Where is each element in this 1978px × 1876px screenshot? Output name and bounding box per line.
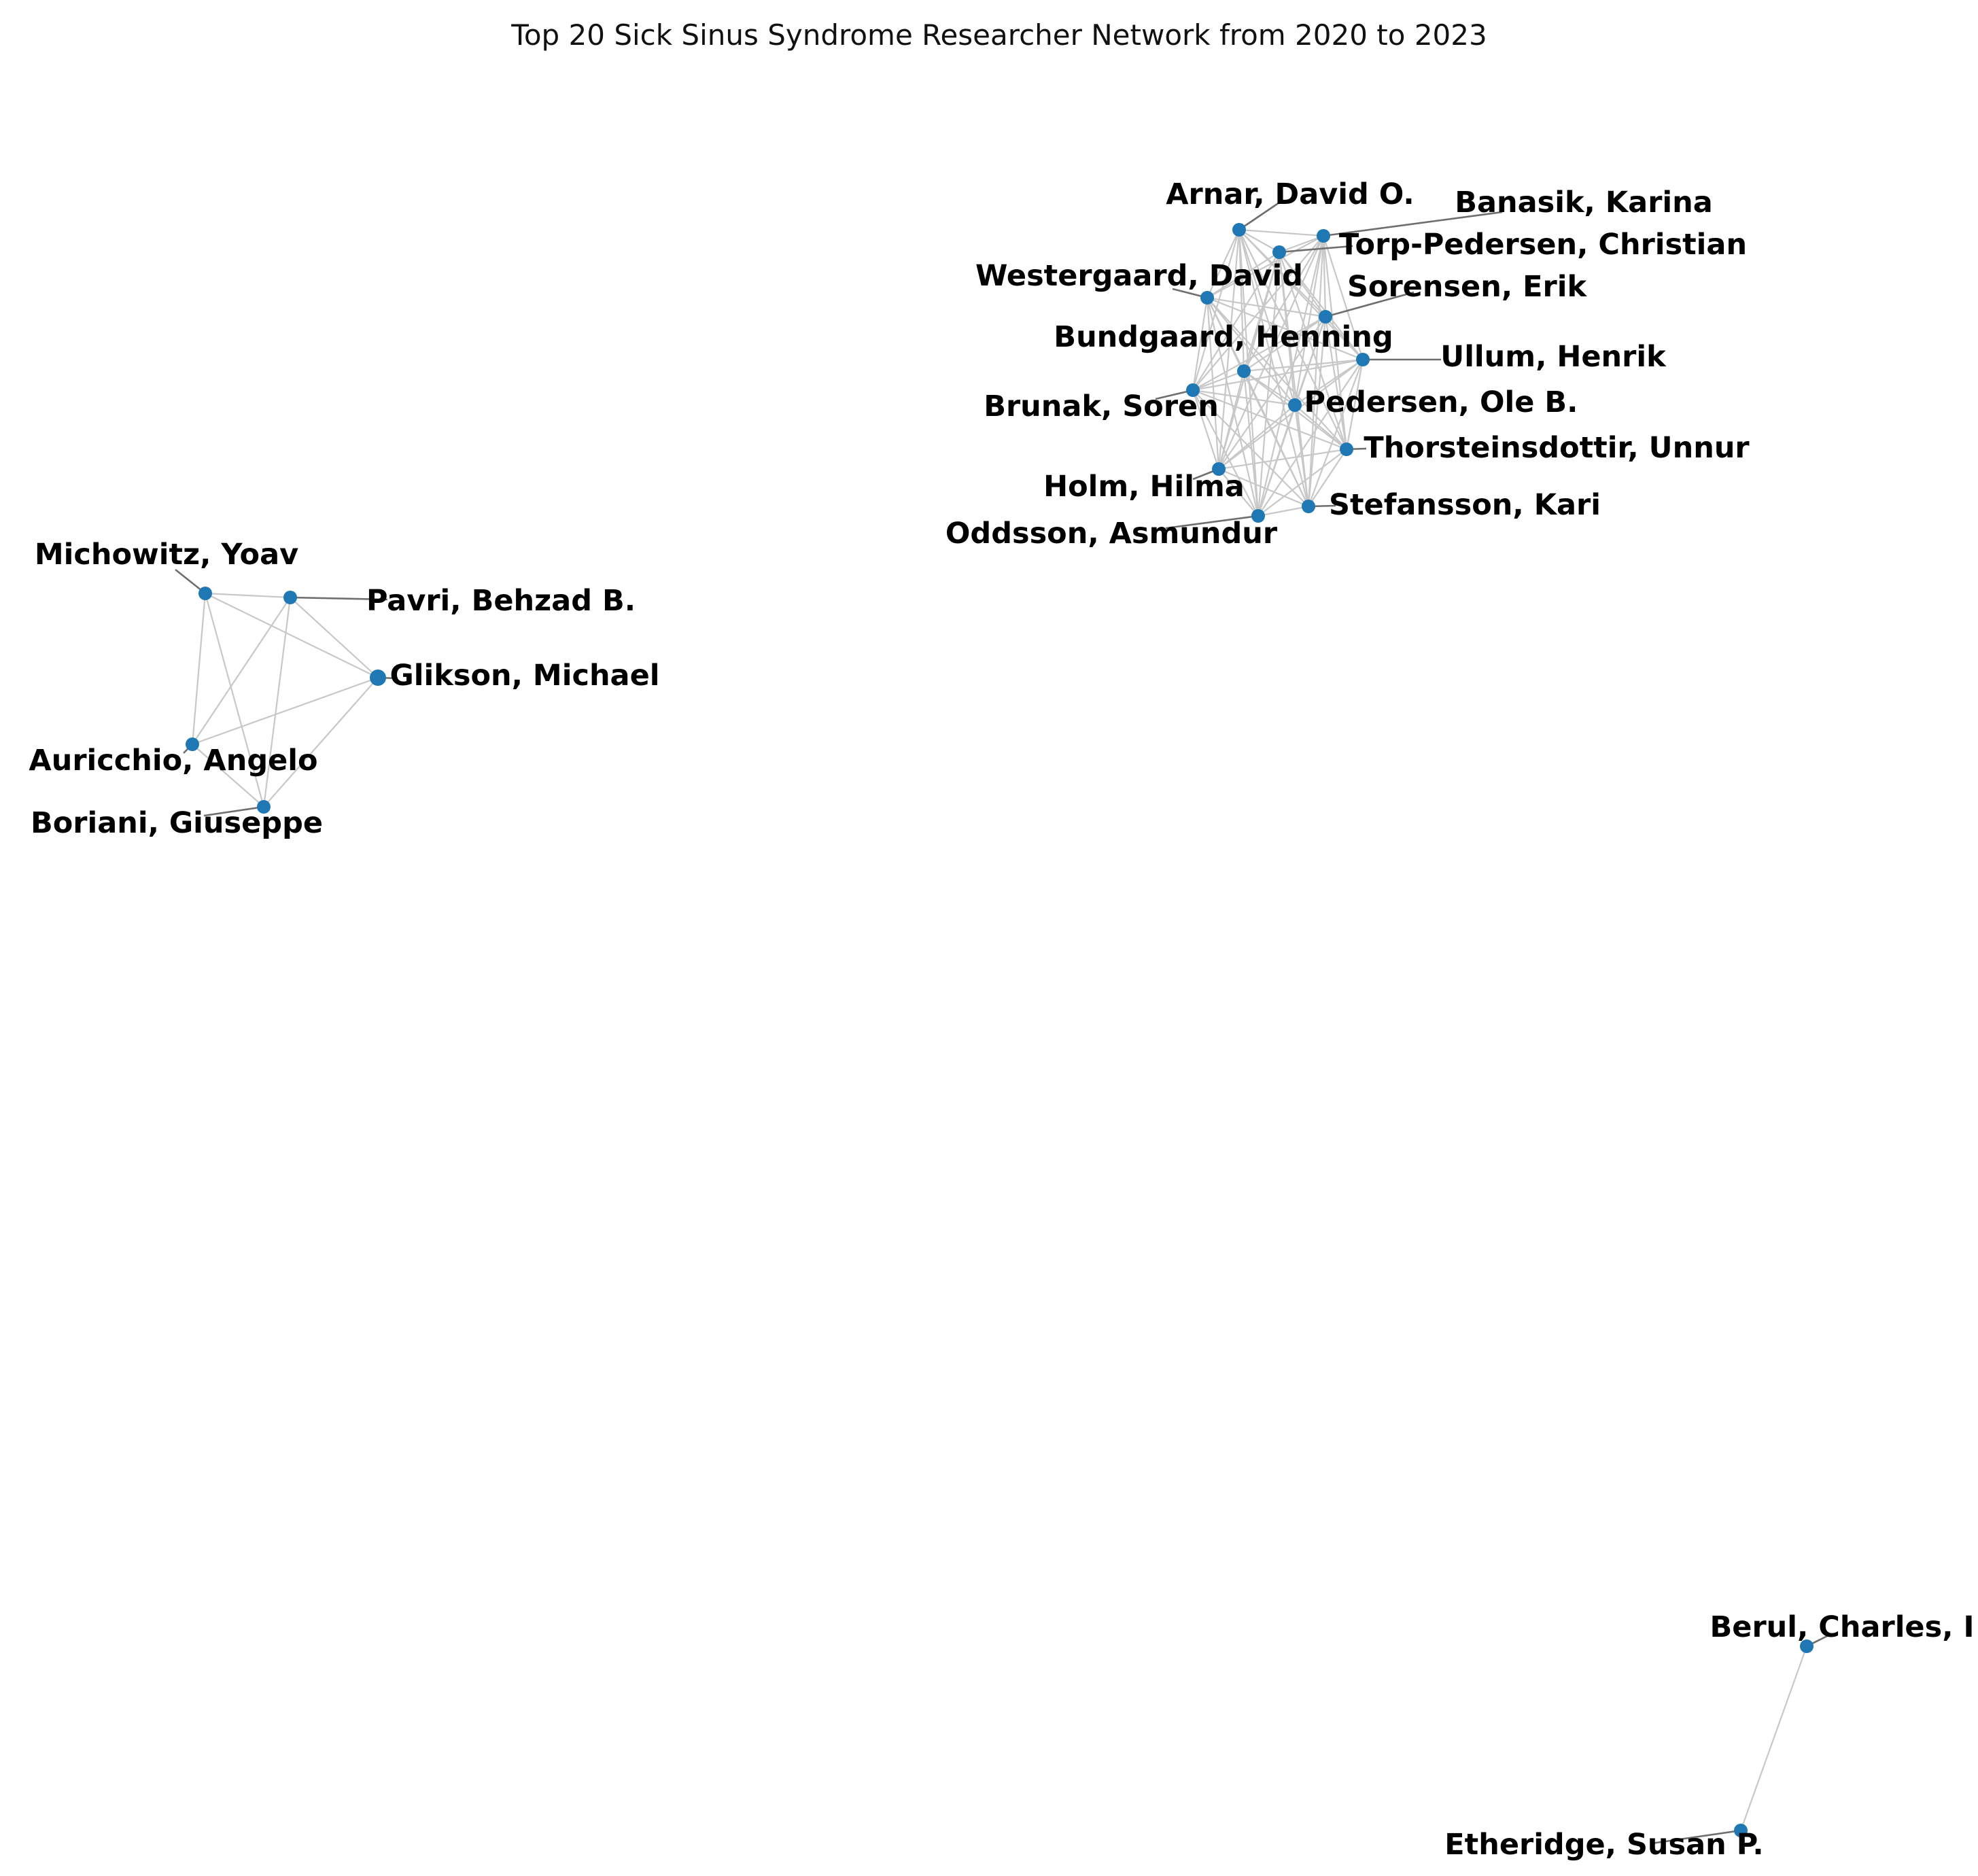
node-label-etheridge: Etheridge, Susan P. bbox=[1444, 1828, 1764, 1862]
node-label-bundgaard: Bundgaard, Henning bbox=[1054, 320, 1393, 354]
edge-michowitz-auricchio bbox=[192, 593, 205, 744]
node-label-holm: Holm, Hilma bbox=[1043, 470, 1245, 504]
edge-layer bbox=[192, 230, 1807, 1830]
node-label-westergaard: Westergaard, David bbox=[975, 259, 1303, 293]
node-label-ullum: Ullum, Henrik bbox=[1440, 340, 1666, 374]
node-layer bbox=[186, 223, 1814, 1837]
node-label-thorsteinsdottir: Thorsteinsdottir, Unnur bbox=[1364, 431, 1750, 465]
edge-michowitz-glikson bbox=[205, 593, 378, 678]
node-label-stefansson: Stefansson, Kari bbox=[1329, 488, 1601, 522]
node-label-berul: Berul, Charles, I bbox=[1710, 1610, 1975, 1644]
node-westergaard bbox=[1200, 291, 1214, 305]
node-label-glikson: Glikson, Michael bbox=[389, 659, 660, 693]
edge-arnar-banasik bbox=[1239, 230, 1323, 236]
chart-title: Top 20 Sick Sinus Syndrome Researcher Network from 2020 to 2023 bbox=[511, 18, 1487, 52]
node-pavri bbox=[283, 591, 297, 604]
node-thorsteinsdottir bbox=[1340, 442, 1353, 456]
node-label-pavri: Pavri, Behzad B. bbox=[366, 584, 636, 618]
node-label-boriani: Boriani, Giuseppe bbox=[30, 806, 324, 840]
node-label-brunak: Brunak, Soren bbox=[984, 389, 1219, 423]
node-arnar bbox=[1232, 223, 1246, 237]
edge-michowitz-pavri bbox=[205, 593, 290, 597]
node-ullum bbox=[1356, 353, 1370, 366]
node-label-banasik: Banasik, Karina bbox=[1455, 186, 1713, 220]
node-torp bbox=[1272, 245, 1286, 259]
node-label-pedersen: Pedersen, Ole B. bbox=[1304, 385, 1578, 419]
node-pedersen bbox=[1288, 398, 1302, 412]
edge-glikson-auricchio bbox=[192, 678, 378, 744]
node-label-oddsson: Oddsson, Asmundur bbox=[945, 517, 1278, 551]
node-label-auricchio: Auricchio, Angelo bbox=[29, 744, 318, 778]
edge-berul-etheridge bbox=[1741, 1646, 1807, 1830]
edge-glikson-boriani bbox=[264, 678, 378, 807]
node-label-michowitz: Michowitz, Yoav bbox=[34, 538, 299, 572]
node-label-arnar: Arnar, David O. bbox=[1166, 177, 1415, 211]
edge-pavri-glikson bbox=[290, 597, 378, 678]
node-label-sorensen: Sorensen, Erik bbox=[1347, 270, 1587, 304]
node-stefansson bbox=[1302, 500, 1315, 513]
label-layer bbox=[29, 177, 1974, 1862]
node-bundgaard bbox=[1237, 364, 1251, 378]
node-glikson bbox=[370, 670, 386, 686]
node-label-torp: Torp-Pedersen, Christian bbox=[1338, 228, 1748, 262]
node-banasik bbox=[1317, 229, 1330, 243]
node-michowitz bbox=[198, 587, 212, 600]
